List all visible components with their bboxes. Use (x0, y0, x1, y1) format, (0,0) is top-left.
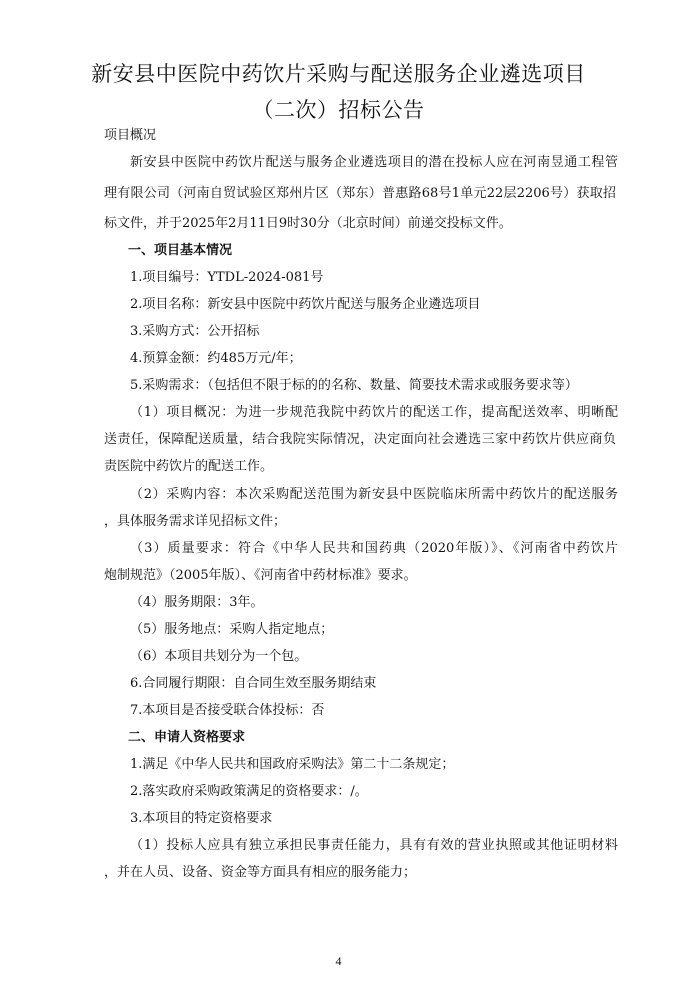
section1-item6: 6.合同履行期限：自合同生效至服务期结束 (130, 676, 377, 691)
section2-heading: 二、申请人资格要求 (128, 730, 246, 745)
overview-paragraph-line: 标文件，并于2025年2月11日9时30分（北京时间）前递交投标文件。 (104, 216, 512, 231)
section2-item: 3.本项目的特定资格要求 (130, 811, 273, 826)
section1-item: 3.采购方式：公开招标 (130, 324, 260, 339)
section1-sub2-line: （2）采购内容：本次采购配送范围为新安县中医院临床所需中药饮片的配送服务 (130, 487, 618, 502)
section1-sub1-line: （1）项目概况：为进一步规范我院中药饮片的配送工作，提高配送效率、明晰配 (130, 405, 618, 420)
section1-sub1-line: 送责任，保障配送质量，结合我院实际情况，决定面向社会遴选三家中药饮片供应商负 (104, 432, 616, 447)
section1-item: 4.预算金额：约485万元/年； (130, 351, 302, 366)
page-number: 4 (335, 954, 342, 968)
section1-sub3-line: 炮制规范》（2005年版）、《河南省中药材标准》要求。 (104, 568, 417, 583)
document-title-line1: 新安县中医院中药饮片采购与配送服务企业遴选项目 (91, 62, 586, 86)
section1-sub4: （4）服务期限：3年。 (130, 595, 264, 610)
section1-sub6: （6）本项目共划分为一个包。 (130, 649, 308, 664)
section1-item: 1.项目编号：YTDL-2024-081号 (130, 270, 324, 285)
section1-sub2-line: ，具体服务需求详见招标文件； (104, 514, 287, 529)
document-title-line2: （二次）招标公告 (252, 98, 425, 122)
section2-sub1-line: ，并在人员、设备、资金等方面具有相应的服务能力； (104, 865, 417, 880)
section1-item: 5.采购需求：（包括但不限于标的的名称、数量、简要技术需求或服务要求等） (130, 378, 578, 393)
section1-item7: 7.本项目是否接受联合体投标：否 (130, 703, 325, 718)
section1-sub5: （5）服务地点：采购人指定地点； (130, 622, 334, 637)
section1-sub3-line: （3）质量要求：符合《中华人民共和国药典（2020年版）》、《河南省中药饮片 (130, 541, 618, 556)
overview-heading: 项目概况 (104, 128, 157, 143)
overview-paragraph-line: 理有限公司（河南自贸试验区郑州片区（郑东）普惠路68号1单元22层2206号）获取招 (104, 186, 616, 201)
section2-sub1-line: （1）投标人应具有独立承担民事责任能力，具有有效的营业执照或其他证明材料 (130, 838, 618, 853)
section2-item: 1.满足《中华人民共和国政府采购法》第二十二条规定； (130, 757, 455, 772)
overview-paragraph-line: 新安县中医院中药饮片配送与服务企业遴选项目的潜在投标人应在河南昱通工程管 (130, 155, 618, 170)
section1-item: 2.项目名称：新安县中医院中药饮片配送与服务企业遴选项目 (130, 297, 481, 312)
section1-heading: 一、项目基本情况 (128, 243, 233, 258)
section1-sub1-line: 责医院中药饮片的配送工作。 (104, 459, 274, 474)
section2-item: 2.落实政府采购政策满足的资格要求：/。 (130, 784, 368, 799)
